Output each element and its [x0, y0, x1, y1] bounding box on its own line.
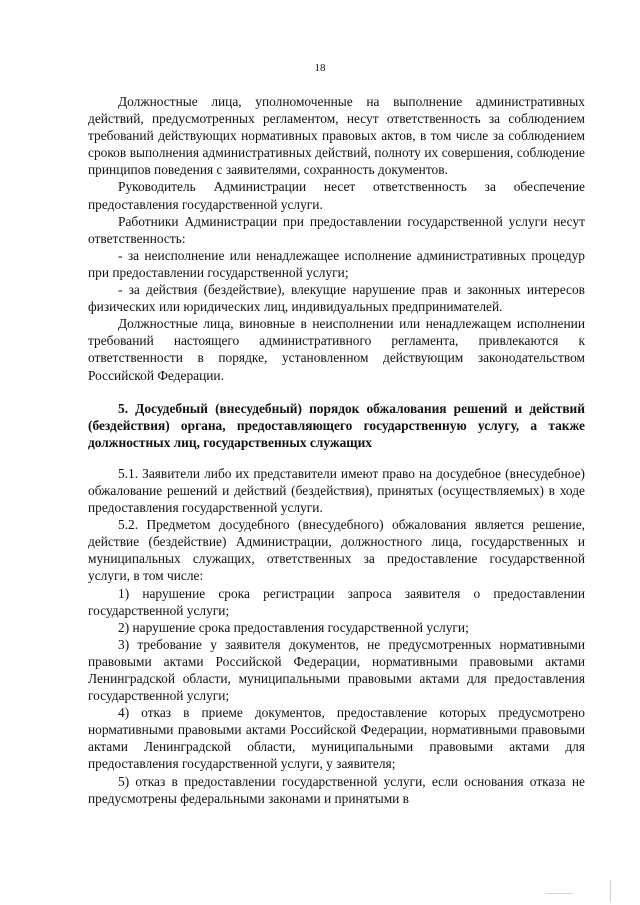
paragraph-employees-responsibility: Работники Администрации при предоставлении государственной услуги несут ответственность:	[88, 213, 585, 246]
scan-artifact	[610, 880, 611, 902]
list-item-4: 4) отказ в приеме документов, предоставление которых предусмотрено нормативными правовыми актами Российской Федерации, нормативными правовыми актами Ленинградской области, муниципальными правовыми актами для предоставления государственной услуги, у заявителя;	[88, 705, 585, 772]
list-item-2: 2) нарушение срока предоставления государственной услуги;	[118, 619, 469, 635]
spacer	[88, 451, 585, 465]
list-item-3: 3) требование у заявителя документов, не предусмотренных нормативными правовыми актами Российской Федерации, нормативными правовыми актами Ленинградской области, муниципальными правовыми актами для предоставления государственной услуги;	[88, 636, 585, 704]
section-heading: 5. Досудебный (внесудебный) порядок обжалования решений и действий (бездействия) органа, предоставляющего государственную услугу, а также должностных лиц, государственных служащих	[88, 400, 585, 450]
list-item-non-performance: - за неисполнение или ненадлежащее исполнение административных процедур при предоставлении государственной услуги;	[88, 247, 585, 280]
paragraph-officials-responsibility: Должностные лица, уполномоченные на выполнение административных действий, предусмотренных регламентом, несут ответственность за соблюдением требований действующих нормативных правовых актов, в том числе за соблюдением сроков выполнения административных действий, полноту их совершения, соблюдение принципов поведения с заявителями, сохранность документов.	[88, 94, 585, 178]
paragraph-5-2: 5.2. Предметом досудебного (внесудебного) обжалования является решение, действие (бездействие) Администрации, должностного лица, государственных и муниципальных служащих, ответственных за предоставление государственной услуги, в том числе:	[88, 517, 585, 584]
paragraph-5-1: 5.1. Заявители либо их представители имеют право на досудебное (внесудебное) обжалование решений и действий (бездействия), принятых (осуществляемых) в ходе предоставления государственной услуги.	[88, 465, 585, 516]
list-item-actions-violation: - за действия (бездействие), влекущие нарушение прав и законных интересов физических или юридических лиц, индивидуальных предпринимателей.	[88, 282, 585, 315]
scan-artifact	[545, 893, 573, 894]
page-number: 18	[314, 62, 326, 74]
list-item-1: 1) нарушение срока регистрации запроса заявителя о предоставлении государственной услуги;	[88, 585, 585, 618]
list-item-5: 5) отказ в предоставлении государственной услуги, если основания отказа не предусмотрены федеральными законами и принятыми в	[88, 773, 585, 806]
paragraph-head-responsibility: Руководитель Администрации несет ответственность за обеспечение предоставления государственной услуги.	[88, 179, 585, 212]
paragraph-guilty-officials: Должностные лица, виновные в неисполнении или ненадлежащем исполнении требований настоящего административного регламента, привлекаются к ответственности в порядке, установленном действующим законодательством Российской Федерации.	[88, 316, 585, 383]
spacer	[88, 384, 585, 400]
document-body	[88, 93, 585, 807]
